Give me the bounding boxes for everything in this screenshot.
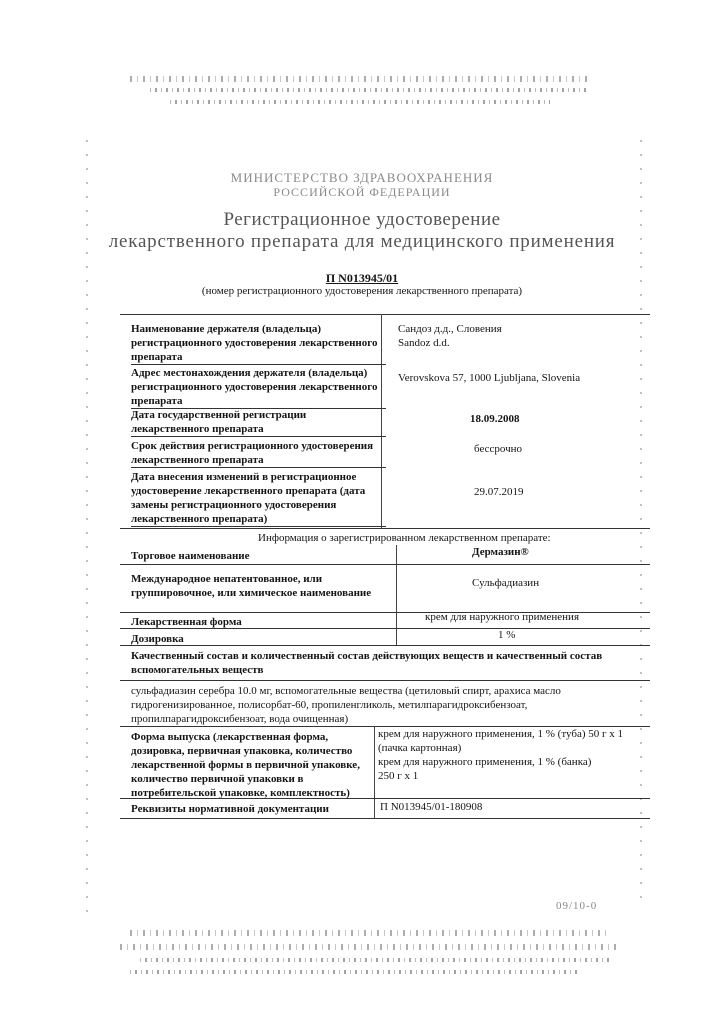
holder-name-label: Наименование держателя (владельца) регистрационного удостоверения лекарственного препарата [131, 322, 386, 365]
registration-number-caption: (номер регистрационного удостоверения лекарственного препарата) [201, 285, 523, 297]
row-border [120, 564, 650, 565]
table-top-border [120, 314, 650, 315]
holder-address-value: Verovskova 57, 1000 Ljubljana, Slovenia [398, 372, 581, 384]
page-stamp: 09/10-0 [556, 900, 598, 912]
normative-doc-value: П N013945/01-180908 [380, 801, 483, 813]
row-border [120, 680, 650, 681]
release-form-value-1: крем для наружного применения, 1 % (туба) 50 г х 1 [378, 728, 624, 740]
composition-text: сульфадиазин серебра 10.0 мг, вспомогательные вещества (цетиловый спирт, арахиса масло гидрогенизированное, полисорбат-60, пропиленгликоль, метилпарагидроксибензоат, пропилпарагидроксибензоат, вода очищенная) [131, 685, 561, 725]
change-date-label: Дата внесения изменений в регистрационное удостоверение лекарственного препарата (дата замены регистрационного удостоверения лекарственного препарата) [131, 470, 386, 527]
dosage-form-label: Лекарственная форма [131, 616, 242, 628]
scan-noise-bottom [120, 944, 620, 950]
trade-name-value: Дермазин® [472, 546, 529, 558]
dosage-value: 1 % [498, 629, 516, 641]
ministry-line-2: РОССИЙСКОЙ ФЕДЕРАЦИИ [273, 185, 451, 199]
row-border [120, 645, 650, 646]
row-border [120, 818, 650, 819]
registration-date-label: Дата государственной регистрации лекарственного препарата [131, 408, 386, 437]
registration-number: П N013945/01 [325, 271, 399, 285]
dosage-form-value: крем для наружного применения [425, 611, 580, 623]
scan-noise-bottom [130, 970, 580, 974]
validity-label: Срок действия регистрационного удостоверения лекарственного препарата [131, 439, 386, 468]
row-border [120, 628, 650, 629]
scan-noise-right [640, 140, 642, 900]
table-section-border [120, 528, 650, 529]
scan-noise-top [130, 76, 590, 82]
drug-table-divider [396, 545, 397, 645]
release-form-value-2: (пачка картонная) [378, 742, 462, 754]
scan-noise-left [86, 140, 88, 920]
trade-name-label: Торговое наименование [131, 550, 250, 562]
holder-name-value-ru: Сандоз д.д., Словения [398, 323, 502, 335]
validity-value: бессрочно [474, 443, 523, 455]
release-form-value-3: крем для наружного применения, 1 % (банка) [378, 756, 592, 768]
normative-doc-label: Реквизиты нормативной документации [131, 803, 329, 815]
holder-name-value-en: Sandoz d.d. [398, 337, 450, 349]
registration-date-value: 18.09.2008 [470, 413, 520, 425]
page-title: Регистрационное удостоверение [223, 209, 501, 230]
release-form-label: Форма выпуска (лекарственная форма, дозировка, первичная упаковка, количество лекарственной формы в первичной упаковке, количество первичной упаковки в потребительской упаковке, комплектность) [131, 731, 360, 799]
release-form-value-4: 250 г х 1 [378, 770, 419, 782]
composition-heading: Качественный состав и количественный состав действующих веществ и качественный состав вспомогательных веществ [131, 650, 603, 676]
inn-value: Сульфадиазин [472, 577, 540, 589]
scan-noise-top [150, 88, 590, 92]
change-date-value: 29.07.2019 [474, 486, 524, 498]
inn-label: Международное непатентованное, или группировочное, или химическое наименование [131, 573, 372, 599]
scan-noise-bottom [140, 958, 610, 962]
scan-noise-bottom [130, 930, 610, 936]
page-subtitle: лекарственного препарата для медицинского применения [108, 231, 616, 252]
dosage-label: Дозировка [131, 633, 184, 645]
holder-address-label: Адрес местонахождения держателя (владельца) регистрационного удостоверения лекарственного препарата [131, 366, 386, 409]
ministry-line-1: МИНИСТЕРСТВО ЗДРАВООХРАНЕНИЯ [230, 170, 494, 185]
scan-noise-top [170, 100, 550, 104]
row-border [120, 798, 650, 799]
info-heading: Информация о зарегистрированном лекарственном препарате: [258, 532, 551, 544]
